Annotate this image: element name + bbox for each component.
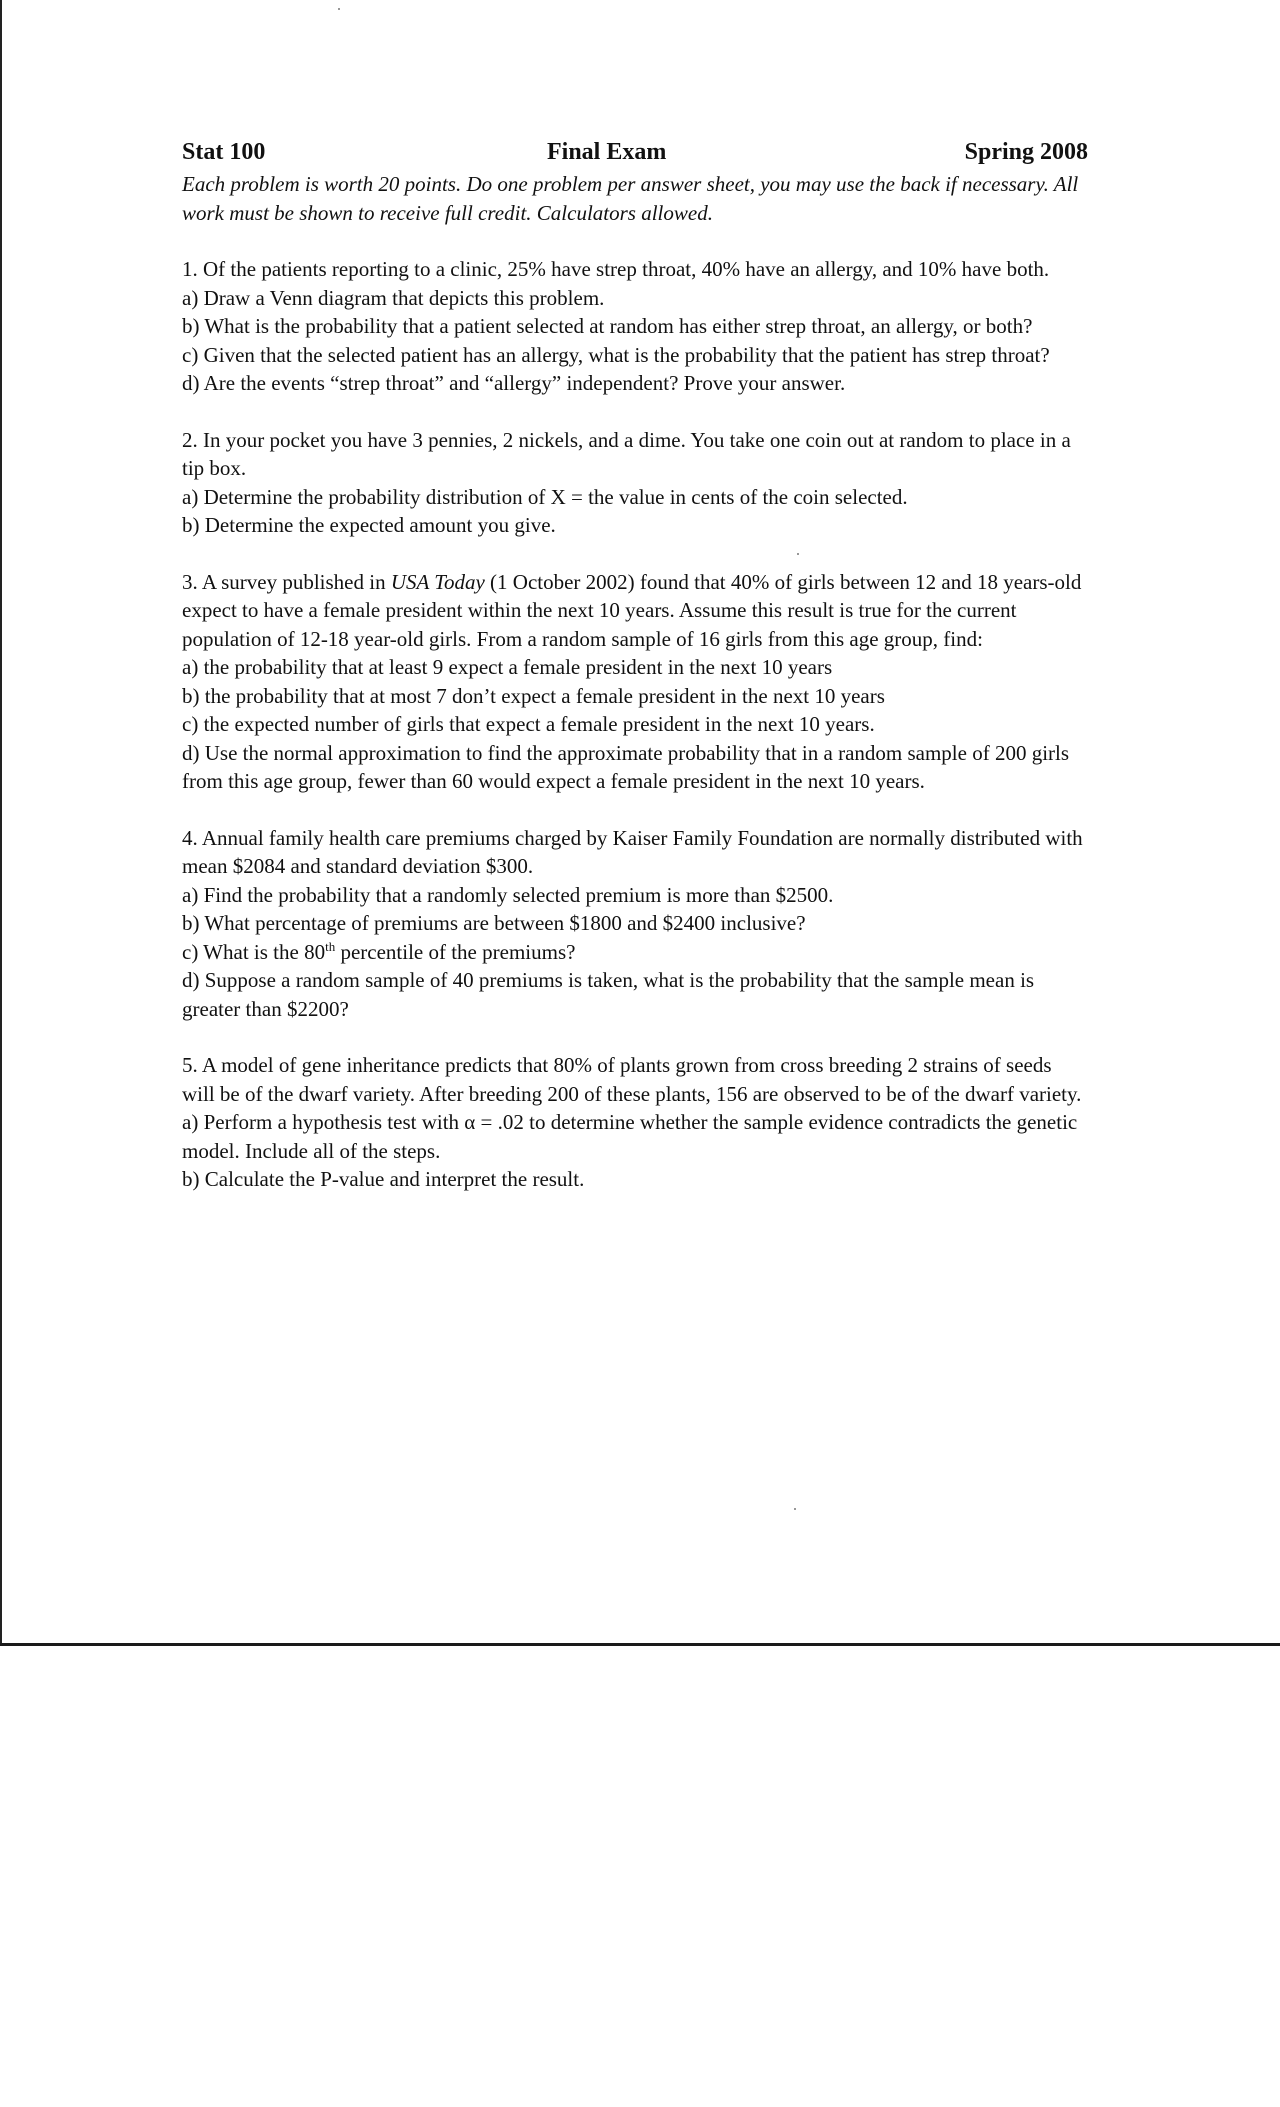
problem-4 [182, 824, 1088, 1024]
problem-3-part-a: a) the probability that at least 9 expect a female president in the next 10 years [182, 655, 833, 679]
exam-title: Final Exam [547, 139, 667, 165]
problem-5-part-b: b) Calculate the P-value and interpret the result. [182, 1167, 585, 1191]
problem-number: 2. [182, 427, 198, 452]
problem-4-part-a: a) Find the probability that a randomly selected premium is more than $2500. [182, 882, 834, 907]
problem-4-stem [182, 824, 1088, 881]
problem-1 [182, 255, 1088, 398]
problem-stem-text: In your pocket you have 3 pennies, 2 nickels, and a dime. You take one coin out at random to place in a tip box. [182, 427, 1071, 480]
part-text: c) What is the 80 [182, 939, 326, 964]
scan-left-edge [0, 0, 2, 1645]
exam-header [182, 138, 1088, 170]
problem-1-stem [182, 255, 1088, 284]
problem-5-part-a: a) Perform a hypothesis test with α = .02 to determine whether the sample evidence contradicts the genetic model. Include all of the steps. [182, 1110, 1078, 1163]
problem-3 [182, 568, 1088, 796]
problem-number: 4. [182, 825, 198, 850]
scan-speck [794, 1508, 796, 1510]
problem-stem-text: A model of gene inheritance predicts that 80% of plants grown from cross breeding 2 strains of seeds will be of the dwarf variety. After breeding 200 of these plants, 156 are observed to be of the dwarf variety. [182, 1053, 1082, 1106]
problem-3-stem [182, 568, 1088, 654]
problem-4-part-d: d) Suppose a random sample of 40 premiums is taken, what is the probability that the sample mean is greater than $2200? [182, 968, 1035, 1021]
problem-number: 3. [182, 569, 198, 594]
part-text: percentile of the premiums? [335, 939, 576, 964]
problem-stem-text: Of the patients reporting to a clinic, 25% have strep throat, 40% have an allergy, and 10% have both. [203, 257, 1050, 281]
problem-3-part-c: c) the expected number of girls that expect a female president in the next 10 years. [182, 712, 875, 736]
problem-stem-text: (1 October 2002) found that 40% of girls between 12 and 18 years-old expect to have a female president within the next 10 years. Assume this result is true for the current population of 12-18 year-old girls. From a random sample of 16 girls from this age group, find: [182, 569, 1082, 651]
problem-3-part-b: b) the probability that at most 7 don’t expect a female president in the next 10 years [182, 683, 885, 708]
problem-4-part-b: b) What percentage of premiums are between $1800 and $2400 inclusive? [182, 911, 806, 935]
problem-3-part-d: d) Use the normal approximation to find the approximate probability that in a random sample of 200 girls from this age group, fewer than 60 would expect a female president in the next 10 years. [182, 740, 1070, 793]
problem-2-stem [182, 426, 1088, 483]
exam-term: Spring 2008 [964, 139, 1088, 165]
problem-2 [182, 426, 1088, 540]
problem-2-part-a: a) Determine the probability distribution of X = the value in cents of the coin selected. [182, 484, 908, 509]
problem-1-part-b: b) What is the probability that a patient selected at random has either strep throat, an allergy, or both? [182, 314, 1033, 338]
problem-number: 1. [182, 257, 198, 281]
problem-5 [182, 1051, 1088, 1194]
problem-1-part-c: c) Given that the selected patient has an allergy, what is the probability that the patient has strep throat? [182, 342, 1050, 367]
ordinal-suffix: th [325, 938, 336, 954]
problem-stem-text: Annual family health care premiums charged by Kaiser Family Foundation are normally distributed with mean $2084 and standard deviation $300. [182, 825, 1083, 878]
source-publication: USA Today [390, 569, 485, 594]
exam-instructions: Each problem is worth 20 points. Do one problem per answer sheet, you may use the back if necessary. All work must be shown to receive full credit. Calculators allowed. [182, 172, 1079, 225]
problem-5-stem [182, 1051, 1088, 1108]
scan-speck [338, 8, 340, 10]
scan-bottom-edge [0, 1643, 1280, 1646]
problem-4-part-c [182, 938, 1088, 967]
problem-stem-text: A survey published in [201, 569, 391, 594]
course-name: Stat 100 [182, 139, 266, 165]
exam-page [182, 138, 1088, 1194]
problem-number: 5. [182, 1053, 198, 1077]
problem-1-part-d: d) Are the events “strep throat” and “allergy” independent? Prove your answer. [182, 371, 846, 395]
problem-2-part-b: b) Determine the expected amount you give. [182, 513, 556, 537]
problem-1-part-a: a) Draw a Venn diagram that depicts this problem. [182, 285, 605, 310]
